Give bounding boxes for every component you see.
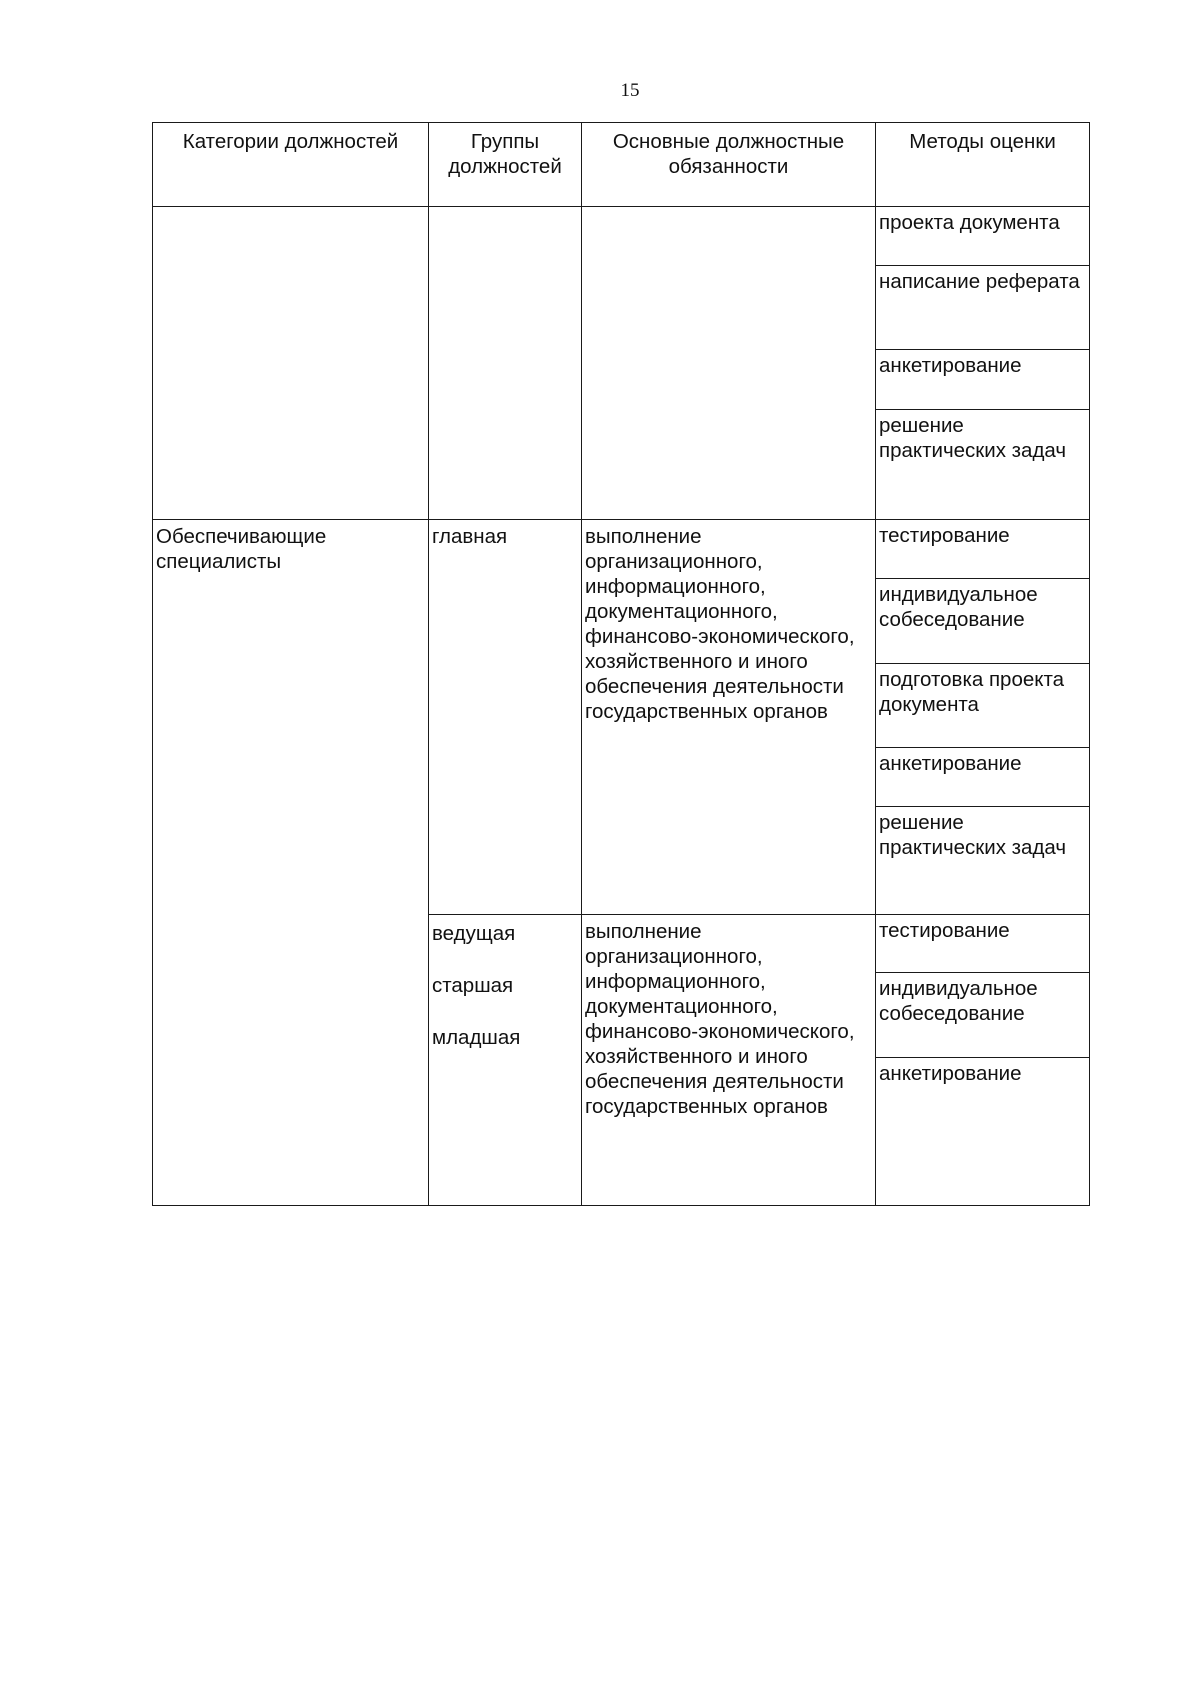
category-text [153, 207, 428, 211]
duties-text: выполнение организационного, информационного, документационного, финансово-экономического, хозяйственного и иного обеспечения деятельности государственных органов [585, 525, 855, 723]
group-text: младшая [432, 1026, 521, 1049]
header-methods: Методы оценки [876, 123, 1090, 207]
method-item: индивидуальное собеседование [876, 973, 1089, 1058]
evaluation-methods-table [152, 122, 1090, 1206]
duties-text: выполнение организационного, информационного, документационного, финансово-экономического, хозяйственного и иного обеспечения деятельности государственных органов [585, 920, 855, 1118]
category-cell [153, 207, 429, 520]
group-cell [429, 915, 582, 1206]
group-text [429, 207, 581, 211]
header-duties: Основные должностные обязанности [582, 123, 876, 207]
group-cell [429, 520, 582, 915]
method-item: анкетирование [876, 350, 1089, 410]
table-row-main-group [153, 520, 1090, 915]
method-item: анкетирование [876, 748, 1089, 807]
header-categories: Категории должностей [153, 123, 429, 207]
duties-text [582, 207, 875, 211]
page-number: 15 [620, 80, 640, 101]
group-text: ведущая [432, 922, 516, 945]
methods-cell [876, 520, 1090, 915]
method-item: тестирование [876, 915, 1089, 973]
method-item: проекта документа [876, 207, 1089, 266]
method-item: решение практических задач [879, 811, 1067, 859]
methods-cell [876, 915, 1090, 1206]
group-text: старшая [432, 974, 514, 997]
method-item: решение практических задач [879, 414, 1067, 462]
method-item: написание реферата [876, 266, 1089, 350]
methods-cell [876, 207, 1090, 520]
method-item: подготовка проекта документа [876, 664, 1089, 748]
group-cell [429, 207, 582, 520]
table-header-row [153, 123, 1090, 207]
duties-cell [582, 520, 876, 915]
method-item: тестирование [876, 520, 1089, 579]
method-item: индивидуальное собеседование [876, 579, 1089, 664]
duties-cell [582, 915, 876, 1206]
group-text: главная [432, 525, 508, 548]
header-groups: Группы должностей [429, 123, 582, 207]
duties-cell [582, 207, 876, 520]
category-cell [153, 520, 429, 1206]
table-row-continued [153, 207, 1090, 520]
method-item: анкетирование [879, 1062, 1022, 1085]
category-text: Обеспечивающие специалисты [156, 525, 327, 573]
